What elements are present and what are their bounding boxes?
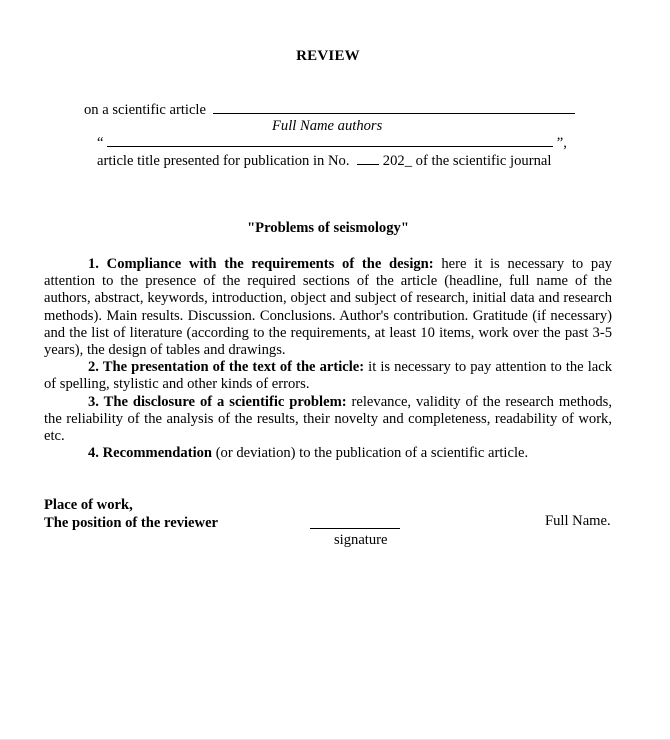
close-quote: ”, xyxy=(556,135,567,151)
criterion-1 xyxy=(44,256,612,359)
document-title: REVIEW xyxy=(296,48,360,64)
publication-line xyxy=(97,152,551,170)
criterion-1-text: here it is necessary to pay attention to the presence of the required sections of the article (headline, full name of the authors, abstract, keywords, introduction, object and subject of research, initial data and research methods). Main results. Discussion. Conclusions. Author's contribution. Gratitude (if necessary) and the list of literature (according to the requirements, at least 10 items, work over the past 3-5 years), the design of tables and drawings. xyxy=(44,256,613,359)
journal-title: "Problems of seismology" xyxy=(247,220,409,236)
presented-text: article title presented for publication in No. xyxy=(97,153,350,169)
title-blank-line xyxy=(107,134,553,147)
reviewer-info xyxy=(44,496,218,532)
signature-label: signature xyxy=(334,532,388,548)
title-line xyxy=(97,134,567,152)
criterion-4-heading: 4. Recommendation xyxy=(88,445,213,462)
issue-number-blank xyxy=(357,152,379,165)
reviewer-full-name: Full Name. xyxy=(545,513,611,529)
criterion-3-heading: 3. The disclosure of a scientific problem: xyxy=(88,393,347,410)
criterion-2-text: it is necessary to pay attention to the lack of spelling, stylistic and other kinds of errors. xyxy=(44,359,612,393)
criterion-1-heading: 1. Compliance with the requirements of the design: xyxy=(88,256,434,272)
criterion-4-text: (or deviation) to the publication of a scientific article. xyxy=(212,445,529,462)
article-line xyxy=(84,101,575,119)
reviewer-position: The position of the reviewer xyxy=(44,515,219,531)
issue-year: 202_ xyxy=(382,153,412,169)
criterion-3 xyxy=(44,394,612,446)
authors-blank-line xyxy=(213,101,575,114)
authors-caption: Full Name authors xyxy=(272,118,383,134)
article-label: on a scientific article xyxy=(84,102,206,118)
open-quote: “ xyxy=(97,135,104,151)
journal-suffix: of the scientific journal xyxy=(415,153,552,169)
criterion-2 xyxy=(44,359,612,393)
criterion-2-heading: 2. The presentation of the text of the article: xyxy=(88,359,365,376)
place-of-work: Place of work, xyxy=(44,497,133,513)
signature-line xyxy=(310,528,400,529)
criterion-3-text: relevance, validity of the research methods, the reliability of the analysis of the results, their novelty and completeness, readability of work, etc. xyxy=(44,393,612,445)
criterion-4 xyxy=(44,445,612,462)
review-criteria xyxy=(44,256,612,462)
